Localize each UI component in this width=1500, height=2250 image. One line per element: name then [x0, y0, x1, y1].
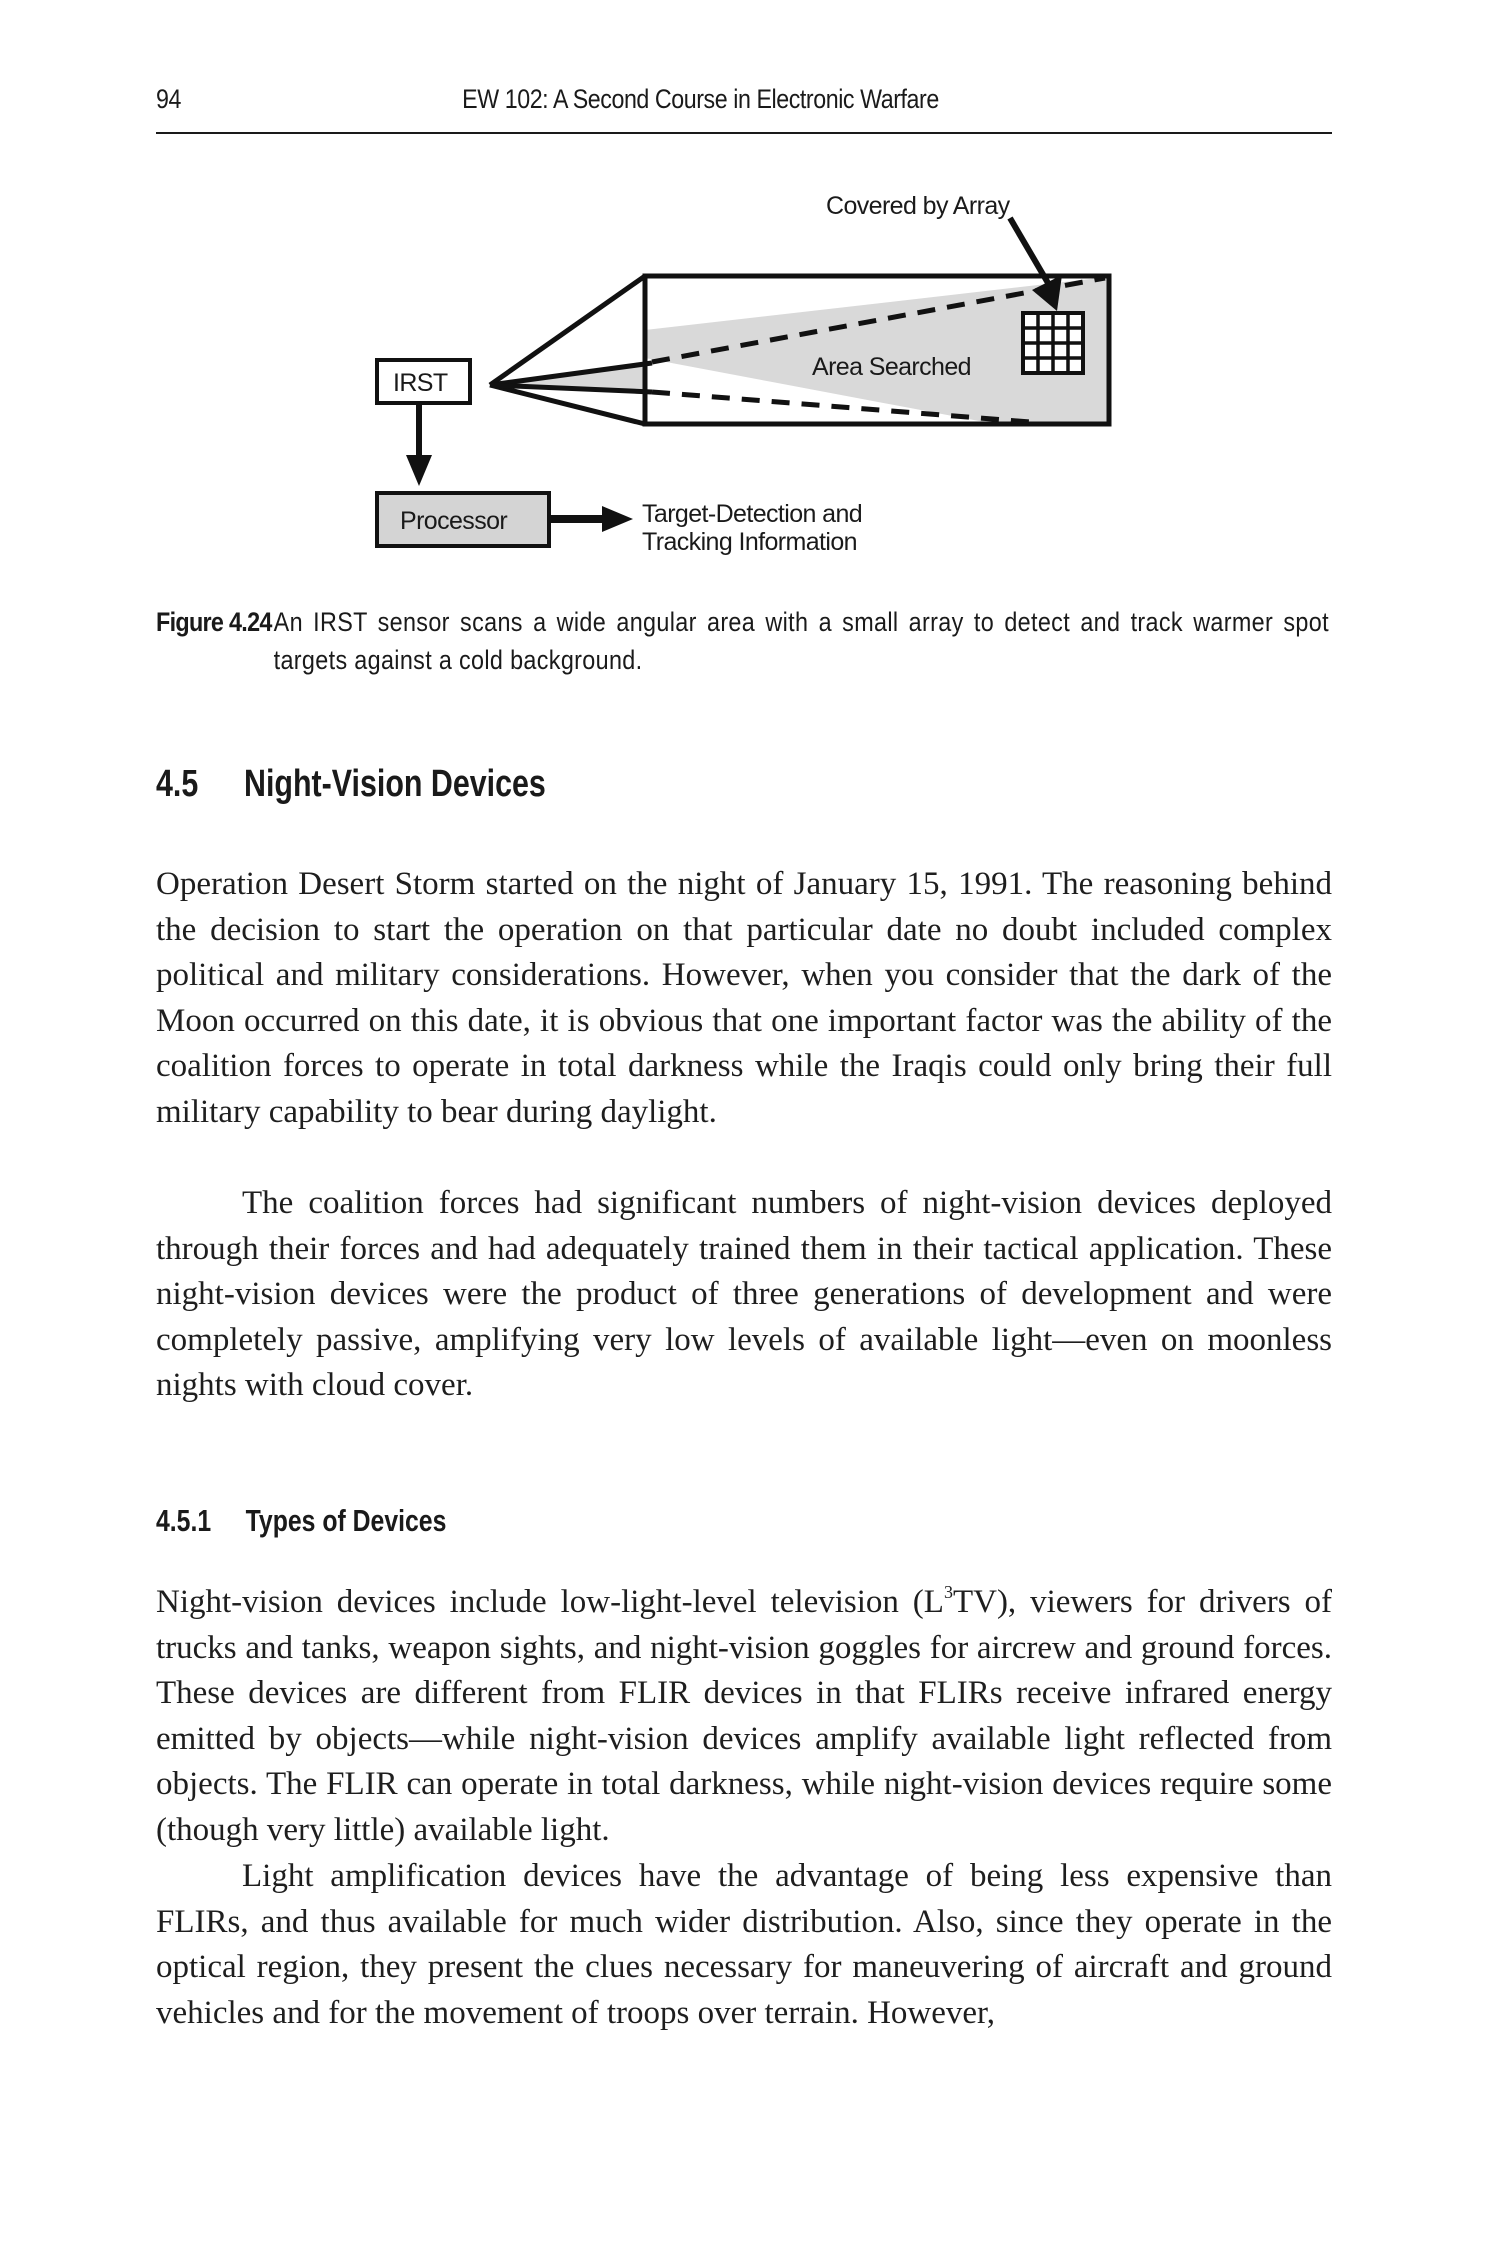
- section-paragraph-2: [156, 1181, 1332, 1409]
- section-heading: [156, 763, 546, 806]
- subsection-heading: [156, 1503, 446, 1539]
- down-arrow-icon: [406, 403, 432, 486]
- text-run: TV), viewers for drivers of trucks and tanks, weapon sights, and night-vision goggles for aircrew and ground forces. These devices are different from FLIR devices in that FLIRs receive infrared energy emitted by objects—while night-vision devices amplify available light reflected from objects. The FLIR can operate in total darkness, while night-vision devices require some (though very little) available light.: [156, 1584, 1332, 1848]
- array-grid-icon: [1023, 313, 1083, 373]
- page-number: 94: [156, 84, 181, 114]
- superscript: 3: [943, 1582, 953, 1602]
- section-title: Night-Vision Devices: [244, 763, 546, 805]
- covered-by-array-label: Covered by Array: [826, 192, 1010, 220]
- section-paragraph-1: [156, 862, 1332, 1135]
- caption-label: Figure 4.24: [156, 607, 272, 637]
- text-run: Night-vision devices include low-light-level television (L: [156, 1584, 944, 1620]
- subsection-paragraph-2: [156, 1854, 1332, 2036]
- right-arrow-icon: [549, 506, 633, 532]
- irst-diagram: [0, 0, 1500, 600]
- paragraph: Operation Desert Storm started on the night of January 15, 1991. The reasoning behind the decision to start the operation on that particular date no doubt included complex political and military considerations. However, when you consider that the dark of the Moon occurred on this date, it is obvious that one important factor was the ability of the coalition forces to operate in total darkness while the Iraqis could only bring their full military capability to bear during daylight.: [156, 866, 1332, 1130]
- processor-label: Processor: [400, 507, 508, 535]
- paragraph: The coalition forces had significant numbers of night-vision devices deployed through their forces and had adequately trained them in their tactical application. These night-vision devices were the product of three generations of development and were completely passive, amplifying very low levels of available light—even on moonless nights with cloud cover.: [156, 1185, 1332, 1403]
- output-label-line2: Tracking Information: [642, 528, 857, 556]
- book-title: EW 102: A Second Course in Electronic Warfare: [462, 84, 939, 114]
- area-searched-label: Area Searched: [812, 353, 971, 381]
- subsection-number: 4.5.1: [156, 1503, 212, 1538]
- paragraph: [156, 1580, 1332, 1853]
- fan-lines: [490, 276, 652, 424]
- subsection-paragraph-1: [156, 1580, 1332, 1853]
- subsection-title: Types of Devices: [245, 1503, 447, 1538]
- caption-text: An IRST sensor scans a wide angular area with a small array to detect and track warmer spot targets against a cold background.: [273, 607, 1329, 675]
- section-number: 4.5: [156, 763, 199, 805]
- output-label-line1: Target-Detection and: [642, 500, 863, 528]
- paragraph: Light amplification devices have the advantage of being less expensive than FLIRs, and thus available for much wider distribution. Also, since they operate in the optical region, they present the clues necessary for maneuvering of aircraft and ground vehicles and for the movement of troops over terrain. However,: [156, 1858, 1332, 2031]
- figure-irst-diagram: [0, 0, 1500, 600]
- irst-label: IRST: [393, 369, 448, 397]
